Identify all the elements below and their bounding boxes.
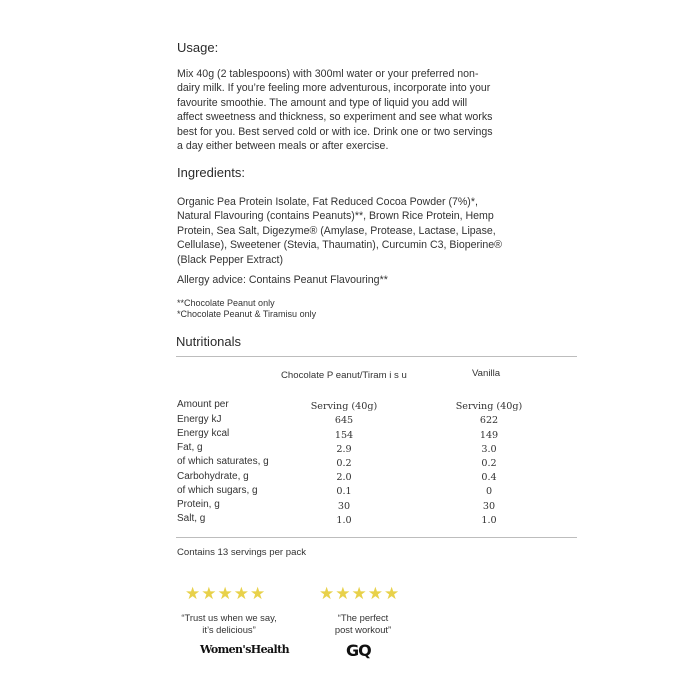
col-header-chocolate: Chocolate P eanut/Tiram i s u	[281, 370, 407, 381]
cell-chocolate: 2.9	[336, 444, 352, 455]
cell-vanilla: 149	[479, 430, 499, 441]
ingredients-text	[177, 195, 537, 267]
row-label: of which sugars, g	[177, 485, 258, 496]
ingredients-heading: Ingredients:	[177, 165, 245, 180]
cell-chocolate: 2.0	[336, 472, 352, 483]
cell-chocolate: 0.1	[336, 486, 352, 497]
womens-health-logo: Women'sHealth	[200, 643, 289, 656]
row-label: Fat, g	[177, 442, 203, 453]
quote-line: post workout”	[334, 623, 392, 635]
gq-logo: GQ	[346, 641, 371, 660]
usage-line: dairy milk. If you’re feeling more adventurous, incorporate into your	[177, 82, 491, 95]
ingredients-line: Natural Flavouring (contains Peanuts)**, Brown Rice Protein, Hemp	[177, 210, 494, 223]
usage-heading: Usage:	[177, 40, 219, 55]
usage-text	[177, 67, 537, 153]
ingredients-line: Organic Pea Protein Isolate, Fat Reduced Cocoa Powder (7%)*,	[177, 196, 478, 208]
cell-chocolate: Serving (40g)	[310, 401, 378, 412]
ingredients-line: Cellulase), Sweetener (Stevia, Thaumatin), Curcumin C3, Bioperine®	[177, 239, 502, 252]
cell-chocolate: 645	[334, 415, 354, 426]
row-label: Amount per	[177, 399, 229, 410]
cell-chocolate: 0.2	[336, 458, 352, 469]
nutritionals-heading: Nutritionals	[176, 334, 242, 349]
ingredient-note: **Chocolate Peanut only	[177, 298, 275, 308]
quote-line: “Trust us when we say,	[181, 612, 277, 623]
row-label: of which saturates, g	[177, 456, 269, 467]
row-label: Energy kJ	[177, 414, 222, 425]
row-label: Protein, g	[177, 499, 220, 510]
ingredient-note: *Chocolate Peanut & Tiramisu only	[177, 309, 317, 319]
cell-vanilla: 0.2	[481, 458, 497, 469]
row-label: Salt, g	[177, 513, 206, 524]
usage-line: best for you. Best served cold or with ice. Drink one or two servings	[177, 125, 493, 138]
col-header-vanilla: Vanilla	[472, 368, 501, 379]
table-bottom-rule	[176, 537, 577, 538]
usage-line: affect sweetness and thickness, so experiment and see what works	[177, 111, 493, 124]
usage-line: a day either between meals or after exercise.	[177, 140, 389, 153]
table-top-rule	[176, 356, 577, 357]
cell-vanilla: 1.0	[481, 515, 497, 526]
cell-chocolate: 30	[337, 501, 351, 512]
cell-vanilla: Serving (40g)	[455, 401, 523, 412]
cell-chocolate: 154	[334, 430, 354, 441]
review-quote	[313, 612, 413, 635]
cell-vanilla: 0.4	[481, 472, 497, 483]
ingredients-line: (Black Pepper Extract)	[177, 253, 283, 266]
allergy-advice: Allergy advice: Contains Peanut Flavouring**	[177, 274, 388, 286]
row-label: Energy kcal	[177, 428, 230, 439]
quote-line: “The perfect	[337, 612, 389, 623]
cell-chocolate: 1.0	[336, 515, 352, 526]
ingredients-line: Protein, Sea Salt, Digezyme® (Amylase, Protease, Lactase, Lipase,	[177, 224, 496, 237]
usage-line: Mix 40g (2 tablespoons) with 300ml water or your preferred non-	[177, 68, 479, 80]
cell-vanilla: 622	[479, 415, 499, 426]
star-rating-icon: ★★★★★	[185, 584, 267, 604]
servings-note: Contains 13 servings per pack	[177, 547, 307, 558]
cell-vanilla: 0	[485, 486, 493, 497]
review-quote	[165, 612, 293, 635]
row-label: Carbohydrate, g	[177, 471, 249, 482]
cell-vanilla: 3.0	[481, 444, 497, 455]
quote-line: it’s delicious”	[202, 623, 256, 635]
usage-line: favourite smoothie. The amount and type of liquid you add will	[177, 96, 468, 109]
star-rating-icon: ★★★★★	[319, 584, 401, 604]
cell-vanilla: 30	[482, 501, 496, 512]
